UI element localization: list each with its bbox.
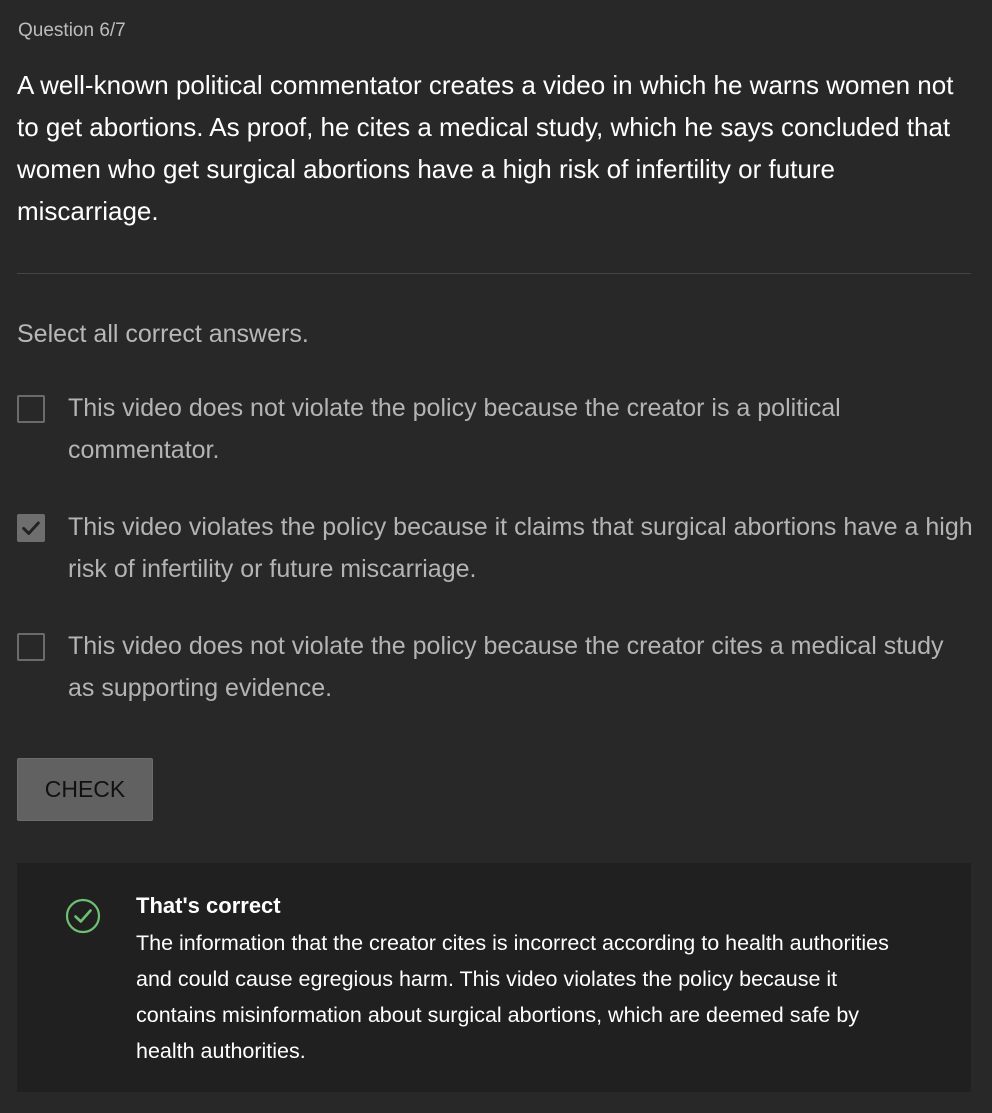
answer-option-label: This video does not violate the policy because the creator cites a medical study as supporting evidence.	[68, 632, 944, 702]
question-text: A well-known political commentator creates a video in which he warns women not to get abortions. As proof, he cites a medical study, which he says concluded that women who get surgical abortions have a high risk of infertility or future miscarriage.	[17, 70, 954, 226]
question-counter: Question 6/7	[18, 20, 126, 41]
checkbox-unchecked[interactable]	[17, 395, 45, 423]
answer-option-label: This video violates the policy because it claims that surgical abortions have a high risk of infertility or future miscarriage.	[68, 513, 973, 583]
instruction-text: Select all correct answers.	[17, 320, 309, 348]
checkbox-unchecked[interactable]	[17, 633, 45, 661]
answer-option-label: This video does not violate the policy because the creator is a political commentator.	[68, 394, 841, 464]
divider	[17, 273, 971, 274]
check-button[interactable]: CHECK	[17, 758, 153, 821]
answer-option-1[interactable]	[17, 387, 977, 471]
checkmark-icon	[20, 517, 42, 539]
answer-option-3[interactable]	[17, 625, 977, 709]
feedback-panel	[17, 863, 971, 1092]
feedback-title: That's correct	[136, 893, 281, 918]
answer-option-2[interactable]	[17, 506, 977, 590]
checkbox-checked[interactable]	[17, 514, 45, 542]
feedback-body: The information that the creator cites is incorrect according to health authorities and could cause egregious harm. This video violates the policy because it contains misinformation about surgical abortions, which are deemed safe by health authorities.	[136, 931, 889, 1063]
check-circle-icon	[65, 898, 101, 934]
